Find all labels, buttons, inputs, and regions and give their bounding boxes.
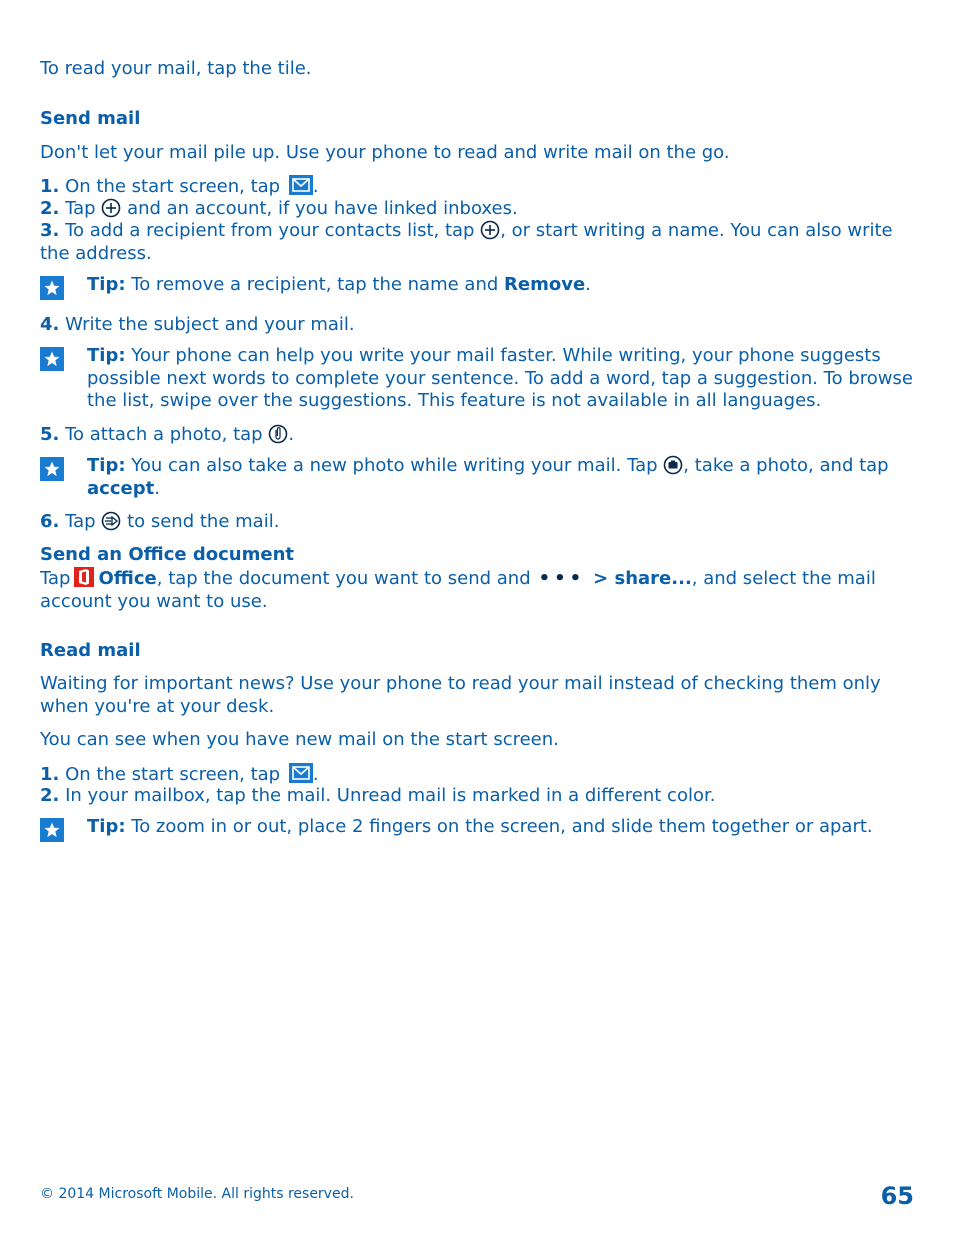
- send-step-5: 5. To attach a photo, tap .: [40, 424, 295, 445]
- add-icon: [101, 198, 121, 218]
- send-step-1: 1. On the start screen, tap .: [40, 176, 319, 197]
- page-number: 65: [880, 1182, 914, 1210]
- read-mail-heading: Read mail: [40, 640, 141, 661]
- send-step-3: 3. To add a recipient from your contacts list, tap , or start writing a name. You can also write the address.: [40, 220, 893, 264]
- send-step-4: 4. Write the subject and your mail.: [40, 314, 355, 335]
- read-mail-lead: Waiting for important news? Use your phone to read your mail instead of checking them only when you're at your desk.: [40, 673, 881, 717]
- tip-word-suggestions: Tip: Your phone can help you write your mail faster. While writing, your phone suggests possible next words to complete your sentence. To add a word, tap a suggestion. To browse the list, swipe over the suggestions. This feature is not available in all languages.: [40, 345, 920, 415]
- tip-star-icon: [40, 347, 64, 371]
- read-step-1: 1. On the start screen, tap .: [40, 764, 319, 785]
- mail-icon: [289, 763, 313, 783]
- copyright: © 2014 Microsoft Mobile. All rights reserved.: [40, 1186, 354, 1202]
- read-mail-p2: You can see when you have new mail on the start screen.: [40, 729, 559, 750]
- send-mail-heading: Send mail: [40, 108, 141, 129]
- mail-icon: [289, 175, 313, 195]
- camera-icon: [663, 455, 683, 475]
- attach-icon: [268, 424, 288, 444]
- tip-star-icon: [40, 457, 64, 481]
- office-instructions: Tap Office, tap the document you want to send and ••• > share..., and select the mail account you want to use.: [40, 568, 876, 612]
- send-icon: [101, 511, 121, 531]
- office-icon: [74, 567, 94, 587]
- tip-star-icon: [40, 818, 64, 842]
- add-contact-icon: [480, 220, 500, 240]
- more-icon: •••: [538, 568, 586, 589]
- tip-star-icon: [40, 276, 64, 300]
- intro-text: To read your mail, tap the tile.: [40, 58, 312, 79]
- office-heading: Send an Office document: [40, 544, 295, 565]
- send-step-6: 6. Tap to send the mail.: [40, 511, 280, 532]
- read-step-2: 2. In your mailbox, tap the mail. Unread mail is marked in a different color.: [40, 785, 716, 806]
- send-step-2: 2. Tap and an account, if you have linked inboxes.: [40, 198, 518, 219]
- send-mail-lead: Don't let your mail pile up. Use your phone to read and write mail on the go.: [40, 142, 730, 163]
